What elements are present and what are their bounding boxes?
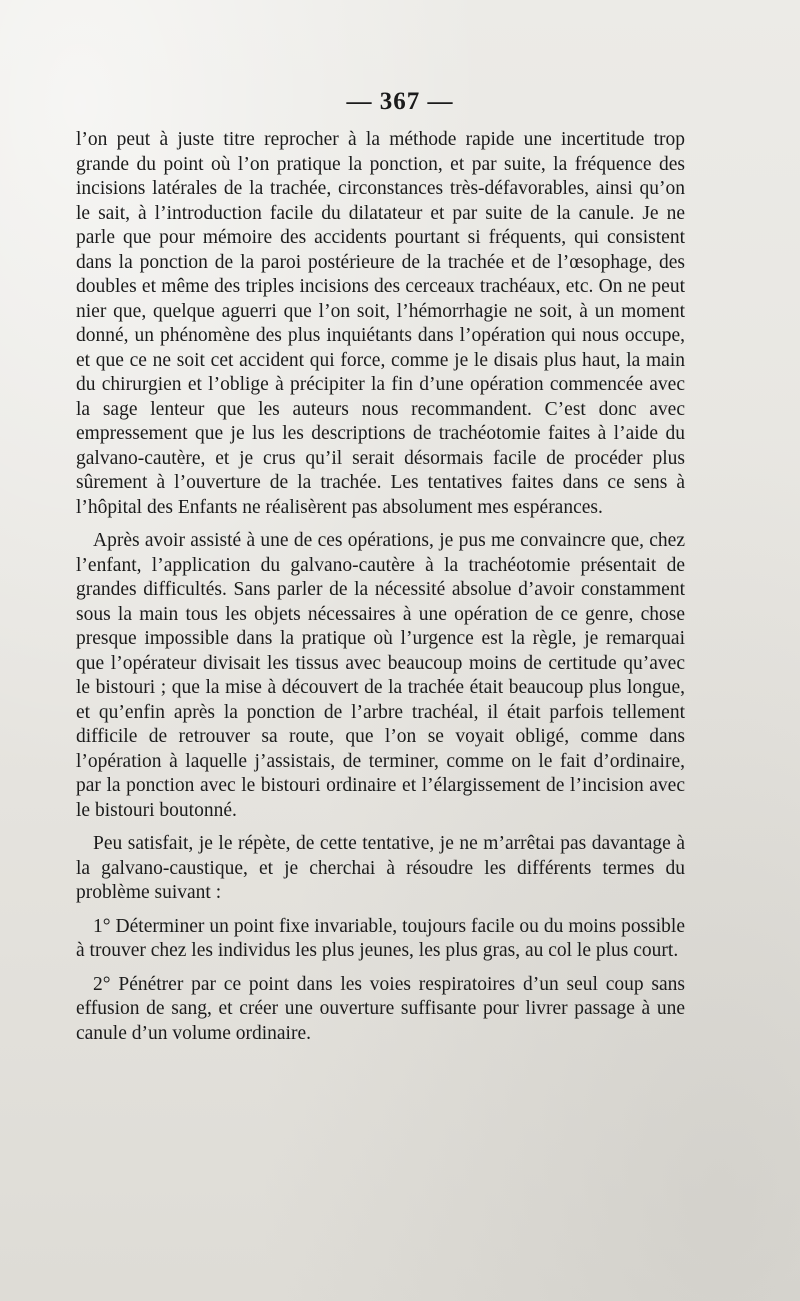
paragraph-galvano-cautery: Après avoir assisté à une de ces opérations, je pus me convaincre que, chez l’enfant, l’application du galvano-cautère à la trachéotomie présentait de grandes difficultés. Sans parler de la nécessité absolue d’avoir constamment sous la main tous les objets nécessaires à une opération de ce genre, chose presque impossible dans la pratique où l’urgence est la règle, je remarquai que l’opérateur divisait les tissus avec beaucoup moins de certitude qu’avec le bistouri ; que la mise à découvert de la trachée était beaucoup plus longue, et qu’enfin après la ponction de l’arbre trachéal, il était parfois tellement difficile de retrouver sa route, que l’on se voyait obligé, comme dans l’opération à laquelle j’assistais, de terminer, comme on le fait d’ordinaire, par la ponction avec le bistouri ordinaire et l’élargissement de l’incision avec le bistouri boutonné. xyxy=(76,530,685,821)
page-number: — 367 — xyxy=(346,88,454,115)
paragraph-continuation: l’on peut à juste titre reprocher à la méthode rapide une incertitude trop grande du point où l’on pratique la ponction, et par suite, la fréquence des incisions latérales de la trachée, circonstances très-défavorables, ainsi qu’on le sait, à l’introduction facile du dilatateur et par suite de la canule. Je ne parle que pour mémoire des accidents pourtant si fréquents, qui consistent dans la ponction de la paroi postérieure de la trachée et de l’œsophage, des doubles et même des triples incisions des cerceaux trachéaux, etc. On ne peut nier que, quelque aguerri que l’on soit, l’hémorrhagie ne soit, à un moment donné, un phénomène des plus inquiétants dans l’opération qui nous occupe, et que ce ne soit cet accident qui force, comme je le disais plus haut, la main du chirurgien et l’oblige à précipiter la fin d’une opération commencée avec la sage lenteur que les auteurs nous recommandent. C’est donc avec empressement que je lus les descriptions de trachéotomie faites à l’aide du galvano-cautère, et je crus qu’il serait désormais facile de procéder plus sûrement à l’ouverture de la trachée. Les tentatives faites dans ce sens à l’hôpital des Enfants ne réalisèrent pas absolument mes espérances. xyxy=(76,129,685,518)
list-item-2: 2° Pénétrer par ce point dans les voies respiratoires d’un seul coup sans effusion de sang, et créer une ouverture suffisante pour livrer passage à une canule d’un volume ordinaire. xyxy=(76,973,685,1044)
list-item-1: 1° Déterminer un point fixe invariable, toujours facile ou du moins possible à trouver chez les individus les plus jeunes, les plus gras, au col le plus court. xyxy=(76,915,685,961)
body-text xyxy=(76,128,685,1055)
paragraph-problem-statement: Peu satisfait, je le répète, de cette tentative, je ne m’arrêtai pas davantage à la galvano-caustique, et je cherchai à résoudre les différents termes du problème suivant : xyxy=(76,833,685,903)
